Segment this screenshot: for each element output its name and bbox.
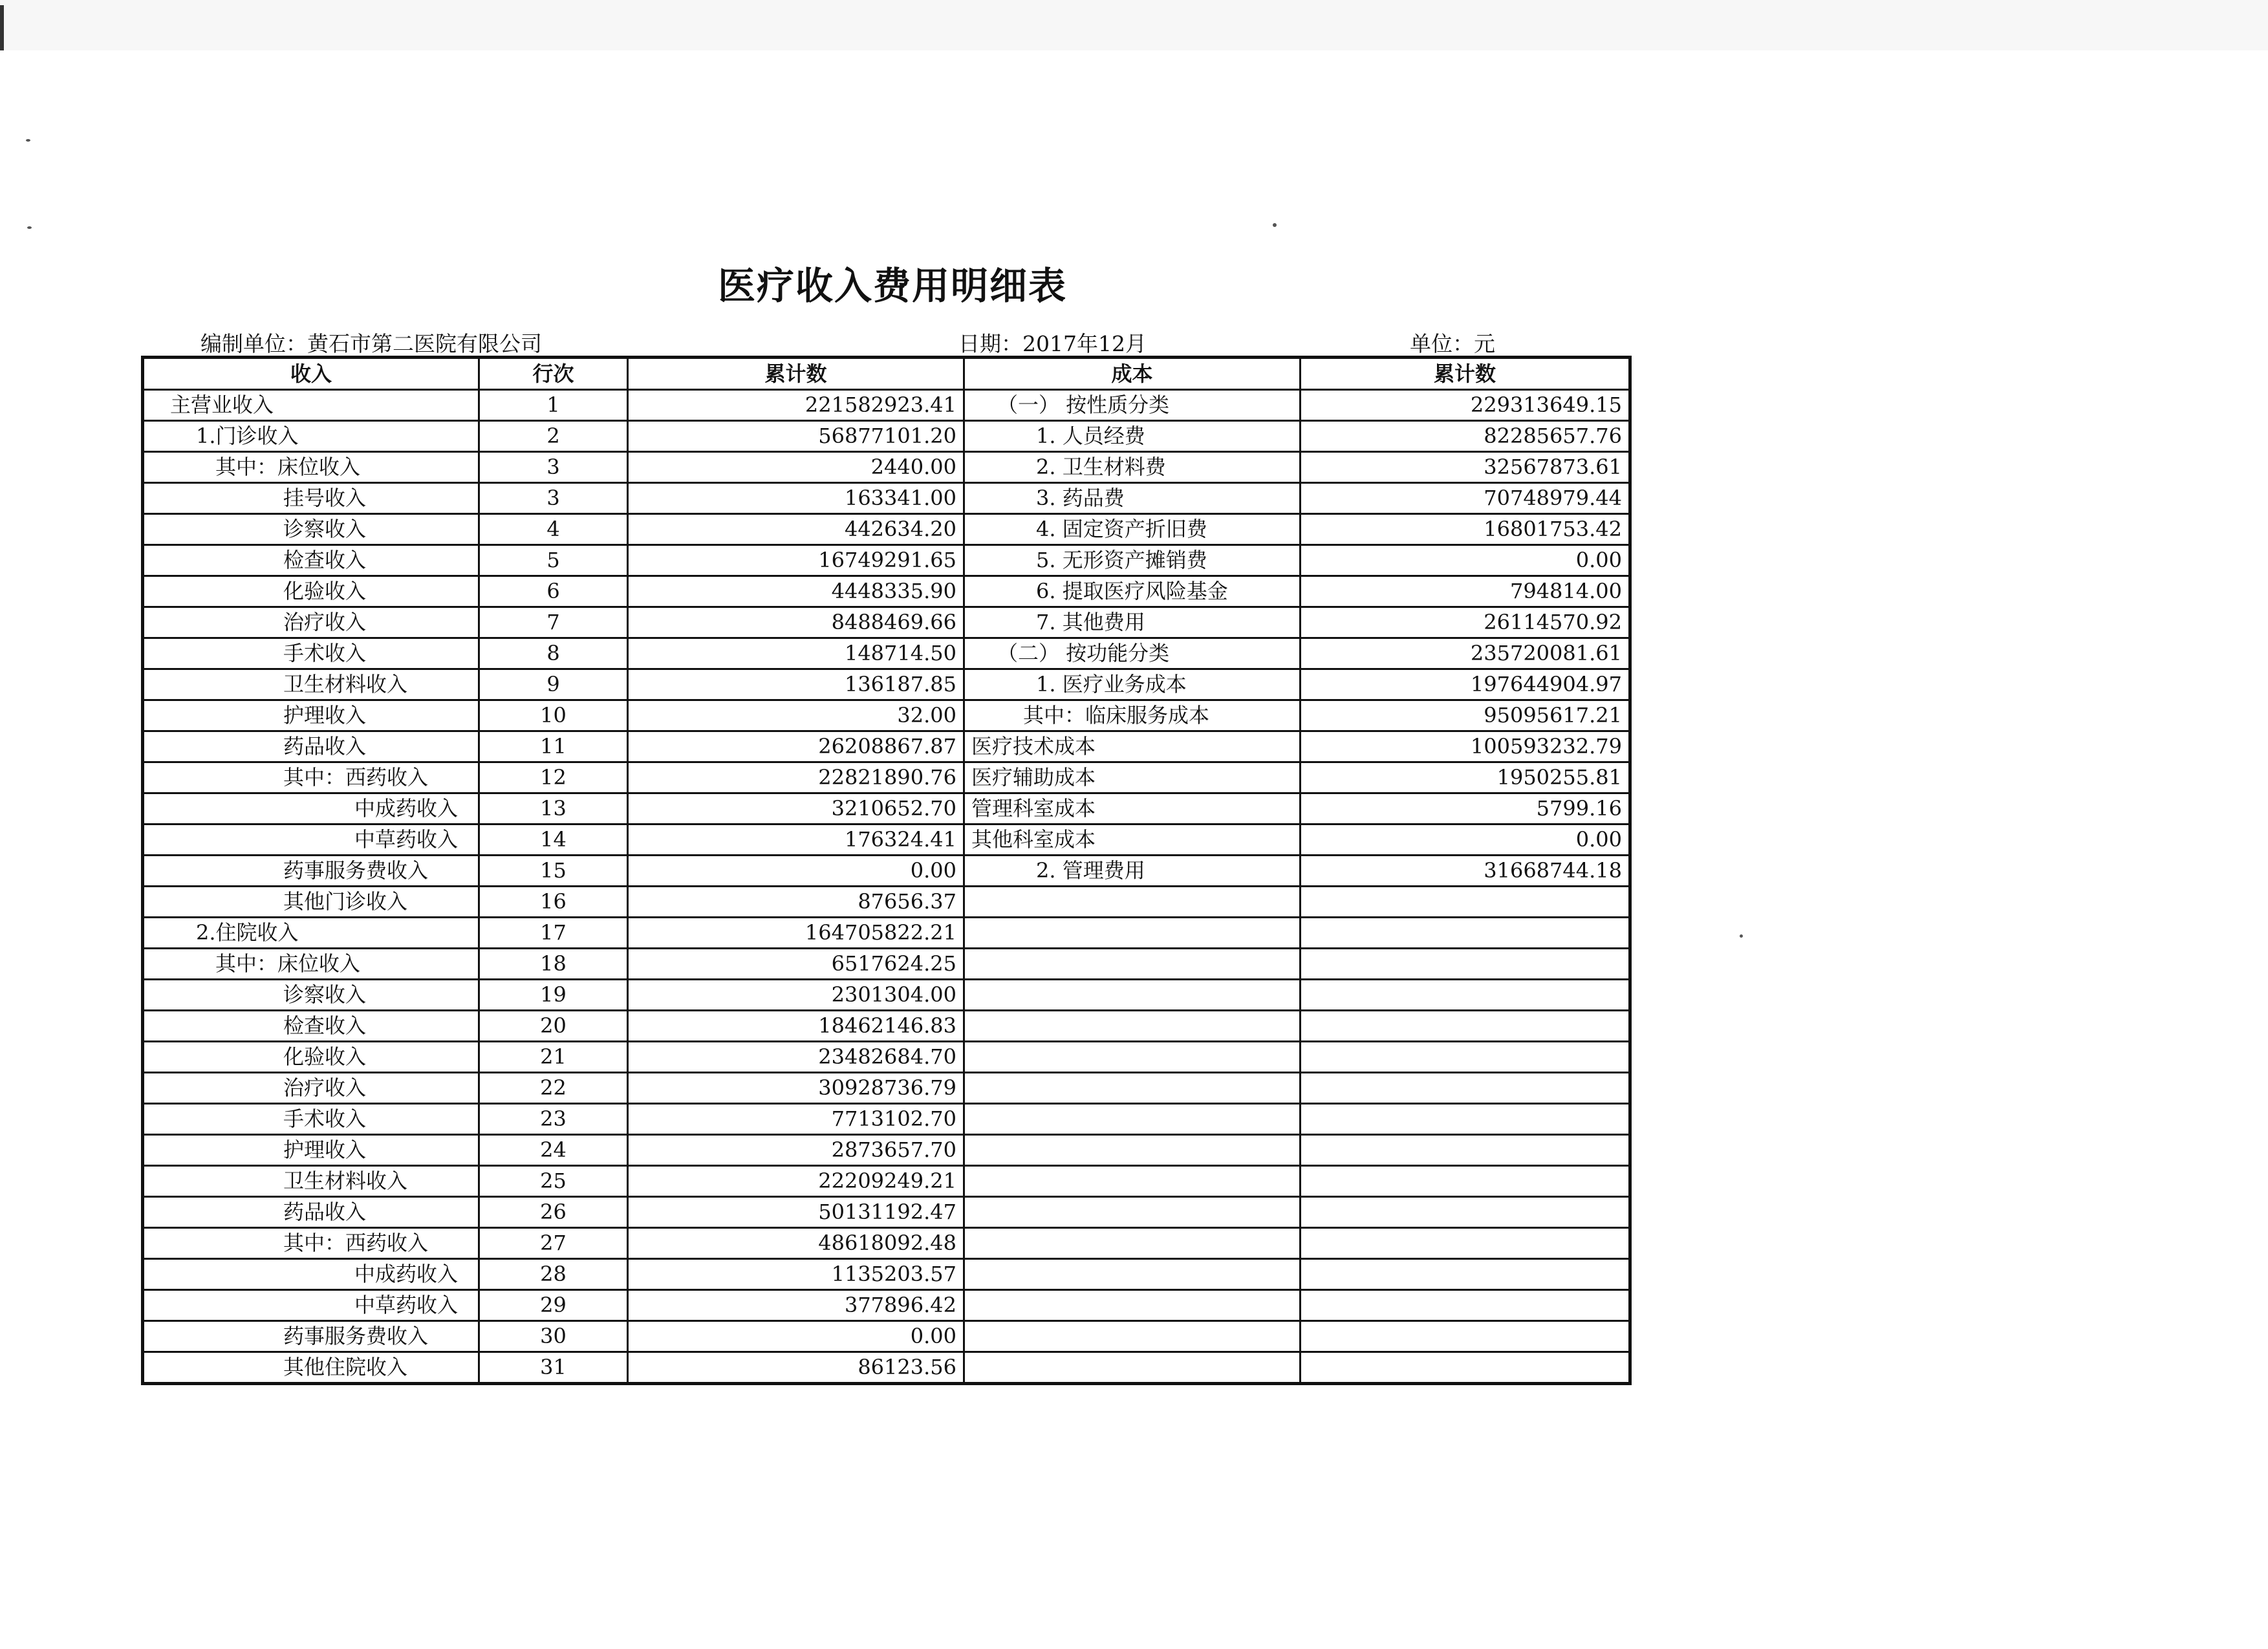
line-number: 15 — [479, 856, 628, 887]
cost-amount: 82285657.76 — [1301, 421, 1630, 452]
cost-item — [964, 1228, 1301, 1259]
cost-amount: 0.00 — [1301, 545, 1630, 576]
cost-amount — [1301, 1290, 1630, 1321]
income-item: 护理收入 — [143, 1135, 479, 1166]
cost-amount — [1301, 1073, 1630, 1104]
table-header-row — [143, 358, 1630, 390]
table-row — [143, 1104, 1630, 1135]
income-item: 诊察收入 — [143, 514, 479, 545]
income-item: 其中：床位收入 — [143, 452, 479, 483]
line-number: 12 — [479, 762, 628, 793]
cost-amount: 32567873.61 — [1301, 452, 1630, 483]
table-row — [143, 762, 1630, 793]
line-number: 5 — [479, 545, 628, 576]
cost-amount — [1301, 1352, 1630, 1384]
document-title: 医疗收入费用明细表 — [717, 264, 1067, 308]
income-amount: 176324.41 — [628, 824, 964, 856]
header-line-no: 行次 — [479, 358, 628, 390]
cost-item — [964, 1104, 1301, 1135]
income-amount: 26208867.87 — [628, 731, 964, 762]
table-row — [143, 918, 1630, 949]
table-row — [143, 607, 1630, 638]
cost-amount: 197644904.97 — [1301, 669, 1630, 700]
income-amount: 4448335.90 — [628, 576, 964, 607]
income-amount: 148714.50 — [628, 638, 964, 669]
income-item: 检查收入 — [143, 545, 479, 576]
header-income: 收入 — [143, 358, 479, 390]
cost-amount: 16801753.42 — [1301, 514, 1630, 545]
table-row — [143, 669, 1630, 700]
income-amount: 6517624.25 — [628, 949, 964, 980]
table-row — [143, 1228, 1630, 1259]
income-item: 中成药收入 — [143, 1259, 479, 1290]
table-row — [143, 483, 1630, 514]
date-label: 日期：2017年12月 — [958, 331, 1147, 356]
scan-speck — [1740, 934, 1743, 938]
cost-item: （二） 按功能分类 — [964, 638, 1301, 669]
income-item: 其中：西药收入 — [143, 762, 479, 793]
line-number: 30 — [479, 1321, 628, 1352]
cost-item — [964, 1166, 1301, 1197]
cost-amount — [1301, 1259, 1630, 1290]
income-item: 其中：床位收入 — [143, 949, 479, 980]
income-item: 其中：西药收入 — [143, 1228, 479, 1259]
table-row — [143, 1011, 1630, 1042]
line-number: 11 — [479, 731, 628, 762]
income-amount: 2301304.00 — [628, 980, 964, 1011]
table-row — [143, 390, 1630, 421]
cost-item — [964, 1011, 1301, 1042]
line-number: 22 — [479, 1073, 628, 1104]
scan-speck — [1273, 223, 1277, 227]
cost-item: 7. 其他费用 — [964, 607, 1301, 638]
cost-item: 医疗技术成本 — [964, 731, 1301, 762]
table-row — [143, 1259, 1630, 1290]
table-row — [143, 514, 1630, 545]
income-item: 化验收入 — [143, 1042, 479, 1073]
income-amount: 18462146.83 — [628, 1011, 964, 1042]
header-cost: 成本 — [964, 358, 1301, 390]
cost-amount — [1301, 1135, 1630, 1166]
table-row — [143, 1042, 1630, 1073]
income-expense-table — [141, 356, 1632, 1385]
cost-item — [964, 887, 1301, 918]
income-amount: 0.00 — [628, 1321, 964, 1352]
cost-item: 其他科室成本 — [964, 824, 1301, 856]
income-item: 挂号收入 — [143, 483, 479, 514]
income-amount: 16749291.65 — [628, 545, 964, 576]
cost-item — [964, 949, 1301, 980]
cost-amount — [1301, 1197, 1630, 1228]
table-row — [143, 731, 1630, 762]
line-number: 9 — [479, 669, 628, 700]
income-item: 治疗收入 — [143, 607, 479, 638]
income-item: 药品收入 — [143, 1197, 479, 1228]
income-amount: 87656.37 — [628, 887, 964, 918]
cost-amount: 794814.00 — [1301, 576, 1630, 607]
income-amount: 30928736.79 — [628, 1073, 964, 1104]
table-row — [143, 1352, 1630, 1384]
cost-amount — [1301, 1166, 1630, 1197]
income-amount: 163341.00 — [628, 483, 964, 514]
income-item: 主营业收入 — [143, 390, 479, 421]
cost-amount — [1301, 1042, 1630, 1073]
cost-amount: 95095617.21 — [1301, 700, 1630, 731]
income-item: 1.门诊收入 — [143, 421, 479, 452]
cost-amount: 0.00 — [1301, 824, 1630, 856]
income-amount: 22209249.21 — [628, 1166, 964, 1197]
line-number: 18 — [479, 949, 628, 980]
income-amount: 0.00 — [628, 856, 964, 887]
table-row — [143, 545, 1630, 576]
line-number: 3 — [479, 483, 628, 514]
table-row — [143, 1166, 1630, 1197]
line-number: 23 — [479, 1104, 628, 1135]
income-item: 药事服务费收入 — [143, 1321, 479, 1352]
income-amount: 7713102.70 — [628, 1104, 964, 1135]
income-amount: 164705822.21 — [628, 918, 964, 949]
header-cost-total: 累计数 — [1301, 358, 1630, 390]
cost-amount: 5799.16 — [1301, 793, 1630, 824]
table-row — [143, 793, 1630, 824]
income-item: 手术收入 — [143, 638, 479, 669]
cost-item: 管理科室成本 — [964, 793, 1301, 824]
income-item: 检查收入 — [143, 1011, 479, 1042]
line-number: 16 — [479, 887, 628, 918]
table-row — [143, 1073, 1630, 1104]
cost-amount: 235720081.61 — [1301, 638, 1630, 669]
line-number: 21 — [479, 1042, 628, 1073]
income-amount: 22821890.76 — [628, 762, 964, 793]
cost-amount — [1301, 1011, 1630, 1042]
income-amount: 377896.42 — [628, 1290, 964, 1321]
scan-speck — [26, 139, 30, 142]
table-row — [143, 856, 1630, 887]
cost-amount: 26114570.92 — [1301, 607, 1630, 638]
cost-amount — [1301, 887, 1630, 918]
income-amount: 23482684.70 — [628, 1042, 964, 1073]
table-row — [143, 1197, 1630, 1228]
table-row — [143, 887, 1630, 918]
cost-amount — [1301, 980, 1630, 1011]
cost-amount: 70748979.44 — [1301, 483, 1630, 514]
cost-item: 2. 管理费用 — [964, 856, 1301, 887]
line-number: 17 — [479, 918, 628, 949]
income-amount: 32.00 — [628, 700, 964, 731]
income-amount: 56877101.20 — [628, 421, 964, 452]
cost-item: 医疗辅助成本 — [964, 762, 1301, 793]
cost-item: 1. 人员经费 — [964, 421, 1301, 452]
line-number: 13 — [479, 793, 628, 824]
scan-edge — [0, 0, 2268, 50]
table-row — [143, 638, 1630, 669]
income-amount: 8488469.66 — [628, 607, 964, 638]
income-amount: 48618092.48 — [628, 1228, 964, 1259]
cost-item: 其中：临床服务成本 — [964, 700, 1301, 731]
cost-amount: 229313649.15 — [1301, 390, 1630, 421]
line-number: 29 — [479, 1290, 628, 1321]
income-amount: 2440.00 — [628, 452, 964, 483]
income-amount: 2873657.70 — [628, 1135, 964, 1166]
income-item: 卫生材料收入 — [143, 669, 479, 700]
cost-amount — [1301, 1228, 1630, 1259]
cost-item: 2. 卫生材料费 — [964, 452, 1301, 483]
income-item: 卫生材料收入 — [143, 1166, 479, 1197]
cost-amount — [1301, 949, 1630, 980]
table-row — [143, 576, 1630, 607]
income-item: 2.住院收入 — [143, 918, 479, 949]
cost-item: 1. 医疗业务成本 — [964, 669, 1301, 700]
income-item: 中草药收入 — [143, 1290, 479, 1321]
table-row — [143, 1135, 1630, 1166]
line-number: 25 — [479, 1166, 628, 1197]
cost-amount — [1301, 1321, 1630, 1352]
line-number: 31 — [479, 1352, 628, 1384]
cost-item — [964, 1073, 1301, 1104]
line-number: 2 — [479, 421, 628, 452]
scan-mark — [0, 5, 4, 50]
line-number: 4 — [479, 514, 628, 545]
cost-item — [964, 1290, 1301, 1321]
income-amount: 136187.85 — [628, 669, 964, 700]
line-number: 27 — [479, 1228, 628, 1259]
table-row — [143, 452, 1630, 483]
currency-unit-label: 单位：元 — [1410, 331, 1495, 356]
header-income-total: 累计数 — [628, 358, 964, 390]
cost-amount: 31668744.18 — [1301, 856, 1630, 887]
income-amount: 3210652.70 — [628, 793, 964, 824]
line-number: 10 — [479, 700, 628, 731]
line-number: 14 — [479, 824, 628, 856]
line-number: 1 — [479, 390, 628, 421]
line-number: 19 — [479, 980, 628, 1011]
income-item: 护理收入 — [143, 700, 479, 731]
table-row — [143, 824, 1630, 856]
cost-item — [964, 1259, 1301, 1290]
income-amount: 86123.56 — [628, 1352, 964, 1384]
cost-item: （一） 按性质分类 — [964, 390, 1301, 421]
income-item: 药品收入 — [143, 731, 479, 762]
income-item: 其他住院收入 — [143, 1352, 479, 1384]
line-number: 3 — [479, 452, 628, 483]
cost-item: 5. 无形资产摊销费 — [964, 545, 1301, 576]
cost-item — [964, 1352, 1301, 1384]
cost-item: 6. 提取医疗风险基金 — [964, 576, 1301, 607]
cost-amount — [1301, 1104, 1630, 1135]
income-amount: 442634.20 — [628, 514, 964, 545]
income-item: 手术收入 — [143, 1104, 479, 1135]
income-amount: 221582923.41 — [628, 390, 964, 421]
compiler-label: 编制单位：黄石市第二医院有限公司 — [200, 331, 542, 356]
income-item: 化验收入 — [143, 576, 479, 607]
cost-item: 3. 药品费 — [964, 483, 1301, 514]
income-item: 治疗收入 — [143, 1073, 479, 1104]
income-item: 其他门诊收入 — [143, 887, 479, 918]
cost-item — [964, 1197, 1301, 1228]
scan-speck — [27, 226, 32, 229]
table-row — [143, 980, 1630, 1011]
table-row — [143, 421, 1630, 452]
line-number: 26 — [479, 1197, 628, 1228]
line-number: 24 — [479, 1135, 628, 1166]
income-item: 中草药收入 — [143, 824, 479, 856]
income-item: 中成药收入 — [143, 793, 479, 824]
cost-amount: 100593232.79 — [1301, 731, 1630, 762]
table-row — [143, 700, 1630, 731]
cost-item — [964, 980, 1301, 1011]
line-number: 20 — [479, 1011, 628, 1042]
cost-item — [964, 1042, 1301, 1073]
income-item: 诊察收入 — [143, 980, 479, 1011]
cost-item — [964, 918, 1301, 949]
table-row — [143, 949, 1630, 980]
cost-item — [964, 1321, 1301, 1352]
cost-amount: 1950255.81 — [1301, 762, 1630, 793]
income-item: 药事服务费收入 — [143, 856, 479, 887]
line-number: 28 — [479, 1259, 628, 1290]
line-number: 7 — [479, 607, 628, 638]
cost-item — [964, 1135, 1301, 1166]
cost-item: 4. 固定资产折旧费 — [964, 514, 1301, 545]
table-row — [143, 1290, 1630, 1321]
table-row — [143, 1321, 1630, 1352]
income-amount: 50131192.47 — [628, 1197, 964, 1228]
line-number: 6 — [479, 576, 628, 607]
income-amount: 1135203.57 — [628, 1259, 964, 1290]
cost-amount — [1301, 918, 1630, 949]
line-number: 8 — [479, 638, 628, 669]
